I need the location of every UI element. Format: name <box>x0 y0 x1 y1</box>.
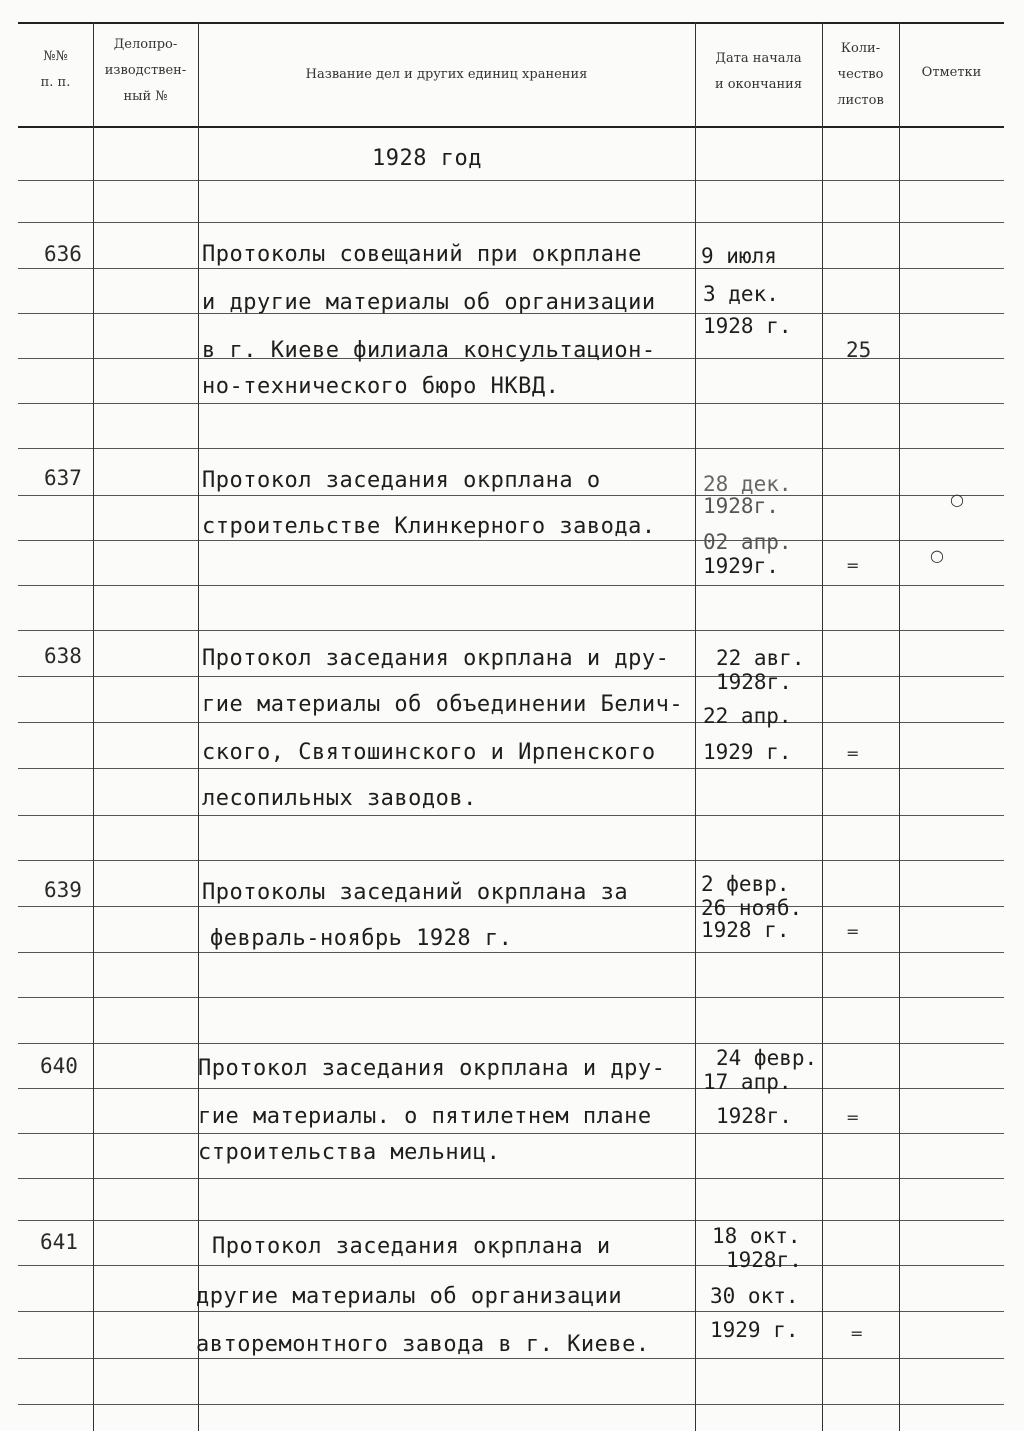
year-heading: 1928 год <box>372 146 482 171</box>
header-col-num-line1: №№ <box>43 49 68 64</box>
entry-title-line: авторемонтного завода в г. Киеве. <box>196 1332 650 1357</box>
header-col-dates <box>695 46 822 98</box>
entry-date-line: 1929 г. <box>703 740 792 764</box>
entry-date-line: 02 апр. <box>703 530 792 554</box>
entry-title-line: но-технического бюро НКВД. <box>202 374 560 399</box>
entry-date-line: 1928г. <box>716 670 792 694</box>
entry-date-line: 1928г. <box>703 494 779 518</box>
entry-date-line: 18 окт. <box>712 1224 801 1248</box>
entry-sheet-count: = <box>846 556 860 575</box>
header-col-office-line1: Делопро- <box>113 37 178 52</box>
entry-title-line: Протокол заседания окрплана о <box>202 468 601 493</box>
entry-number: 638 <box>44 644 82 668</box>
entry-date-line: 1928 г. <box>701 918 790 942</box>
header-col-office-line3: ный № <box>123 89 168 104</box>
entry-date-line: 1928г. <box>716 1104 792 1128</box>
entry-sheet-count: = <box>846 922 860 941</box>
entry-date-line: 1929 г. <box>710 1318 799 1342</box>
header-col-count-line2: чество <box>837 67 884 82</box>
entry-title-line: Протокол заседания окрплана и дру- <box>202 646 670 671</box>
entry-date-line: 22 апр. <box>703 704 792 728</box>
entry-title-line: строительстве Клинкерного завода. <box>202 514 656 539</box>
entry-date-line: 26 нояб. <box>701 896 803 920</box>
entry-date-line: 22 авг. <box>716 646 805 670</box>
entry-number: 637 <box>44 466 82 490</box>
entry-title-line: и другие материалы об организации <box>202 290 656 315</box>
entry-title-line: ского, Святошинского и Ирпенского <box>202 740 656 765</box>
header-col-dates-line2: и окончания <box>714 77 803 92</box>
entry-date-line: 28 дек. <box>703 472 792 496</box>
header-col-title: Название дел и других единиц хранения <box>305 67 588 82</box>
header-col-count-line1: Коли- <box>840 41 881 56</box>
entry-title-line: другие материалы об организации <box>196 1284 623 1309</box>
entry-title-line: лесопильных заводов. <box>202 786 477 811</box>
entry-date-line: 1928 г. <box>703 314 792 338</box>
entry-number: 640 <box>40 1054 78 1078</box>
circle-mark-icon: ○ <box>930 546 944 565</box>
entry-title-line: Протокол заседания окрплана и <box>212 1234 611 1259</box>
header-col-count <box>822 36 899 114</box>
entry-date-line: 2 февр. <box>701 872 790 896</box>
entry-title-line: Протокол заседания окрплана и дру- <box>198 1056 666 1081</box>
header-col-office <box>93 32 198 110</box>
entry-title-line: Протоколы совещаний при окрплане <box>202 242 642 267</box>
entry-date-line: 3 дек. <box>703 282 779 306</box>
entry-date-line: 9 июля <box>701 244 777 268</box>
header-col-office-line2: изводствен- <box>104 63 187 78</box>
header-col-count-line3: листов <box>837 93 884 108</box>
entry-sheet-count: = <box>850 1324 864 1343</box>
entry-date-line: 1929г. <box>703 554 779 578</box>
entry-date-line: 17 апр. <box>703 1070 792 1094</box>
entry-date-line: 30 окт. <box>710 1284 799 1308</box>
entry-number: 639 <box>44 878 82 902</box>
entry-sheet-count: 25 <box>846 338 872 362</box>
header-col-notes: Отметки <box>921 65 982 80</box>
entry-sheet-count: = <box>846 1108 860 1127</box>
entry-sheet-count: = <box>846 744 860 763</box>
entry-title-line: в г. Киеве филиала консультацион- <box>202 338 656 363</box>
entry-title-line: Протоколы заседаний окрплана за <box>202 880 629 905</box>
entry-title-line: гие материалы. о пятилетнем плане <box>198 1104 652 1129</box>
entry-date-line: 24 февр. <box>716 1046 818 1070</box>
entry-title-line: февраль-ноябрь 1928 г. <box>210 926 513 951</box>
entry-note: ○ <box>950 490 964 509</box>
header-col-dates-line1: Дата начала <box>715 51 802 66</box>
entry-title-line: гие материалы об объединении Белич- <box>202 692 684 717</box>
entry-number: 641 <box>40 1230 78 1254</box>
header-col-num <box>18 44 93 96</box>
header-col-num-line2: п. п. <box>40 75 71 90</box>
entry-date-line: 1928г. <box>726 1248 802 1272</box>
entry-number: 636 <box>44 242 82 266</box>
entry-title-line: строительства мельниц. <box>198 1140 501 1165</box>
